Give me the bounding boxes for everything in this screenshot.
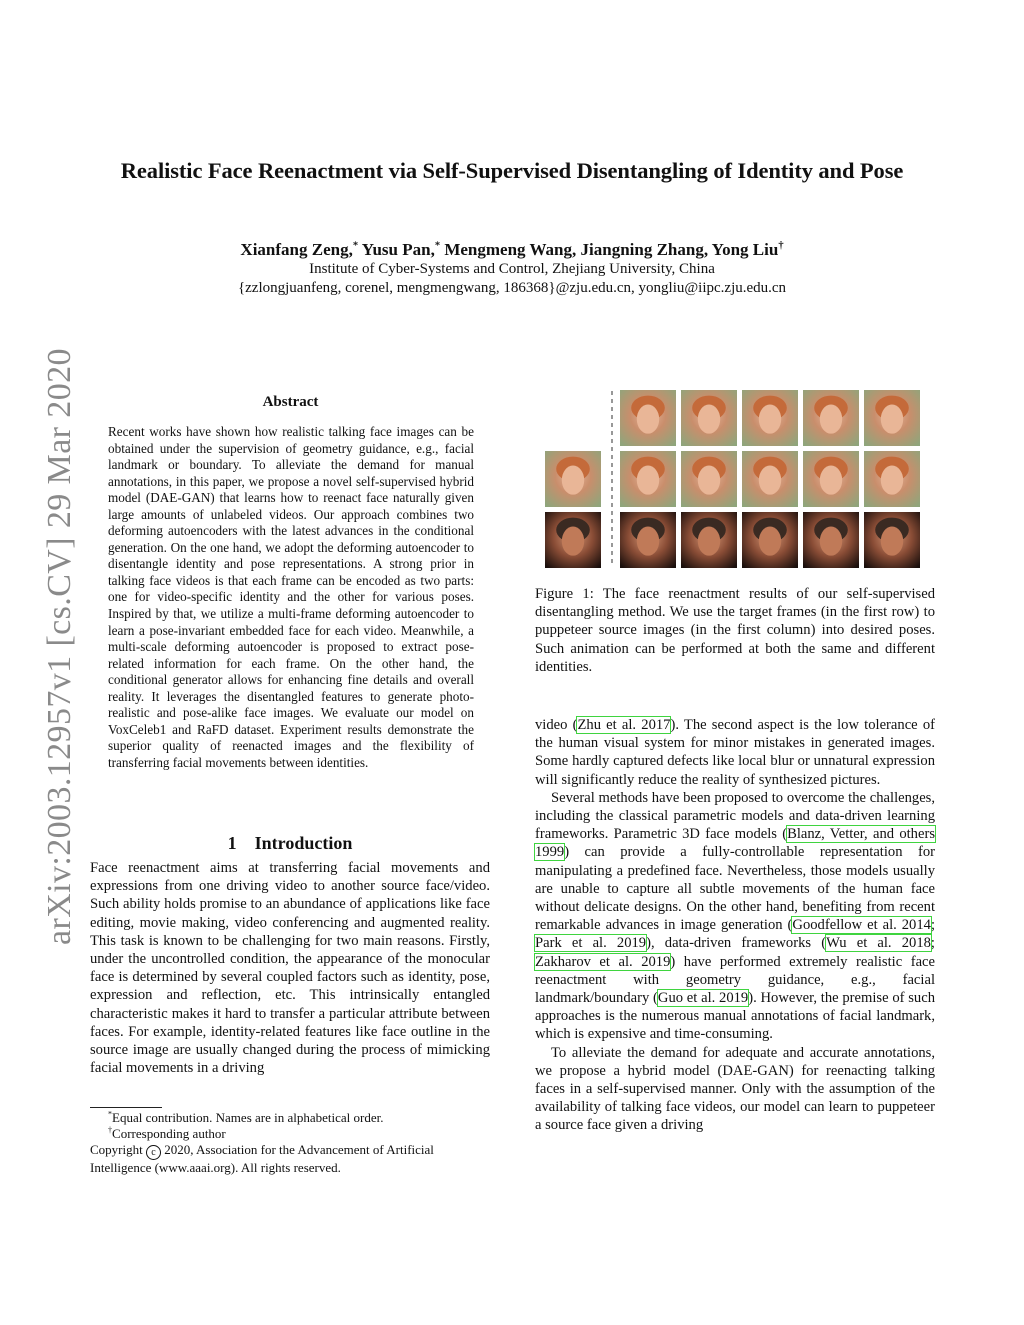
text-run: ) can provide a fully-controllable representation for manipulating a predefined face. Nevertheless, those models usually are unable to capture all subtle movements of the human face without delicate designs. On the other hand, benefiting from recent remarkable advances in image generation ( xyxy=(535,844,935,934)
footnote-equal-contribution xyxy=(90,1110,490,1126)
citation-link[interactable]: Goodfellow et al. 2014 xyxy=(792,917,931,934)
author-mark: * xyxy=(352,240,359,252)
author-mark: * xyxy=(434,240,441,252)
author-emails: {zzlongjuanfeng, corenel, mengmengwang, 186368}@zju.edu.cn, yongliu@iipc.zju.edu.cn xyxy=(237,280,787,296)
introduction-text xyxy=(90,859,490,1077)
paper-title: Realistic Face Reenactment via Self-Supervised Disentangling of Identity and Pose xyxy=(120,158,904,183)
reenacted-image xyxy=(742,512,798,568)
reenacted-image xyxy=(864,512,920,568)
reenacted-image xyxy=(864,451,920,507)
text-run: Several methods have been proposed to overcome the challenges, including the classical parametric models and data-driven learning frameworks. Parametric 3D face models ( xyxy=(535,789,935,843)
reenacted-image xyxy=(681,451,737,507)
target-frame-image xyxy=(742,390,798,446)
figure-1 xyxy=(535,389,935,569)
paragraph: To alleviate the demand for adequate and accurate annotations, we propose a hybrid model (DAE-GAN) for reenacting talking faces in a self-supervised manner. Only with the assumption of the availability of talking face videos, our model can learn to puppeteer a source face given a driving xyxy=(535,1044,935,1134)
footnote-divider xyxy=(90,1107,162,1108)
copyright-label: Copyright xyxy=(90,1142,143,1158)
copyright-symbol-letter: c xyxy=(151,1147,156,1159)
citation-link[interactable]: Blanz, Vetter, and others 1999 xyxy=(535,826,935,861)
reenacted-image xyxy=(681,512,737,568)
source-image xyxy=(545,512,601,568)
copyright-notice xyxy=(90,1142,490,1176)
footnote-text: Corresponding author xyxy=(112,1126,226,1142)
right-column-text xyxy=(535,716,935,1135)
reenacted-image xyxy=(620,451,676,507)
figure-caption: Figure 1: The face reenactment results of our self-supervised disentangling method. We use the target frames (in the first row) to puppeteer source images (in the first column) into desired poses. Such animation can be performed at both the same and different identities. xyxy=(535,586,935,675)
section-title: Introduction xyxy=(254,833,353,853)
citation-link[interactable]: Zakharov et al. 2019 xyxy=(535,953,671,970)
target-frame-image xyxy=(681,390,737,446)
section-number: 1 xyxy=(227,833,237,853)
text-run: ) have performed extremely realistic face reenactment with geometry guidance, e.g., facial landmark/boundary ( xyxy=(535,953,936,1007)
text-run: video ( xyxy=(535,717,578,733)
author-list xyxy=(40,240,984,260)
face-reenactment-grid xyxy=(535,389,935,569)
reenacted-image xyxy=(803,512,859,568)
reenacted-image xyxy=(742,451,798,507)
abstract-heading: Abstract xyxy=(262,394,319,410)
section-heading-introduction xyxy=(90,833,490,854)
text-run: ), data-driven frameworks ( xyxy=(646,935,827,952)
abstract-text: Recent works have shown how realistic talking face images can be obtained under the supervision of geometry guidance, e.g., facial landmark or boundary. To alleviate the demand for manual annotations, in this paper, we propose a novel self-supervised hybrid model (DAE-GAN) that learns how to reenact face naturally given large amounts of unlabeled videos. Our approach combines two deforming autoencoders with the latest advances in the conditional generation. On the one hand, we adopt the deforming autoencoder to disentangle identity and pose representations. A strong prior in talking face videos is that each frame can be encoded as two parts: one for video-specific identity and the other for various poses. Inspired by that, we utilize a multi-frame deforming autoencoder to learn a pose-invariant embedded face for each video. Meanwhile, a multi-scale deforming autoencoder is proposed to extract pose-related information for each frame. On the other hand, the conditional generator allows for enhancing fine details and overall reality. It leverages the disentangled features to generate photo-realistic and pose-alike face images. We evaluate our model on VoxCeleb1 and RaFD dataset. Experiment results demonstrate the superior quality of reenacted images and the flexibility of transferring facial movements between identities. xyxy=(108,424,474,770)
text-run: ). The second aspect is the low tolerance of the human visual system for minor mistakes in generated images. Some hardly captured defects like local blur or unnatural expression will significantly reduce the reality of synthesized pictures. xyxy=(535,717,935,788)
copyright-symbol-icon xyxy=(146,1145,161,1160)
footnote-corresponding xyxy=(90,1126,490,1142)
footnote-text: Equal contribution. Names are in alphabetical order. xyxy=(112,1110,384,1125)
reenacted-image xyxy=(620,512,676,568)
citation-link[interactable]: Park et al. 2019 xyxy=(535,935,647,952)
target-frame-image xyxy=(803,390,859,446)
copyright-text: 2020, Association for the Advancement of Artificial Intelligence (www.aaai.org). All rights reserved. xyxy=(90,1142,434,1176)
citation-link[interactable]: Zhu et al. 2017 xyxy=(577,717,671,733)
reenacted-image xyxy=(803,451,859,507)
source-image xyxy=(545,451,601,507)
author-name: Yusu Pan, xyxy=(361,240,435,259)
paragraph: Face reenactment aims at transferring facial movements and expressions from one driving video to another source face/video. Such ability holds promise to an abundance of applications like face editing, movie making, video conferencing and augmented reality. This task is known to be challenging for two main reasons. Firstly, under the uncontrolled condition, the appearance of the monocular face is determined by several coupled factors such as identity, pose, expression and reflection, etc. This intrinsically entangled characteristic makes it hard to transfer a particular attribute between faces. For example, identity-related features like face outline in the source image are usually changed during the process of mimicking facial movements in a driving xyxy=(90,860,490,1077)
footnote-mark: † xyxy=(108,1125,113,1135)
text-run: ; xyxy=(930,917,936,934)
target-frame-image xyxy=(864,390,920,446)
text-run: ; xyxy=(930,935,935,952)
citation-link[interactable]: Guo et al. 2019 xyxy=(657,990,749,1007)
author-name: Xianfang Zeng, xyxy=(240,240,353,259)
author-name: Mengmeng Wang, Jiangning Zhang, Yong Liu xyxy=(444,240,779,259)
footnotes xyxy=(90,1110,490,1177)
arxiv-identifier: arXiv:2003.12957v1 [cs.CV] 29 Mar 2020 xyxy=(41,348,78,945)
paragraph xyxy=(535,716,935,789)
target-frame-image xyxy=(620,390,676,446)
citation-link[interactable]: Wu et al. 2018 xyxy=(826,935,931,952)
paragraph xyxy=(535,789,935,1044)
footnote-mark: * xyxy=(108,1109,113,1119)
affiliation: Institute of Cyber-Systems and Control, Zhejiang University, China xyxy=(309,261,715,277)
author-mark: † xyxy=(778,240,784,252)
text-run: ). However, the premise of such approaches is the numerous manual annotations of facial landmark, which is expensive and time-consuming. xyxy=(535,990,935,1043)
